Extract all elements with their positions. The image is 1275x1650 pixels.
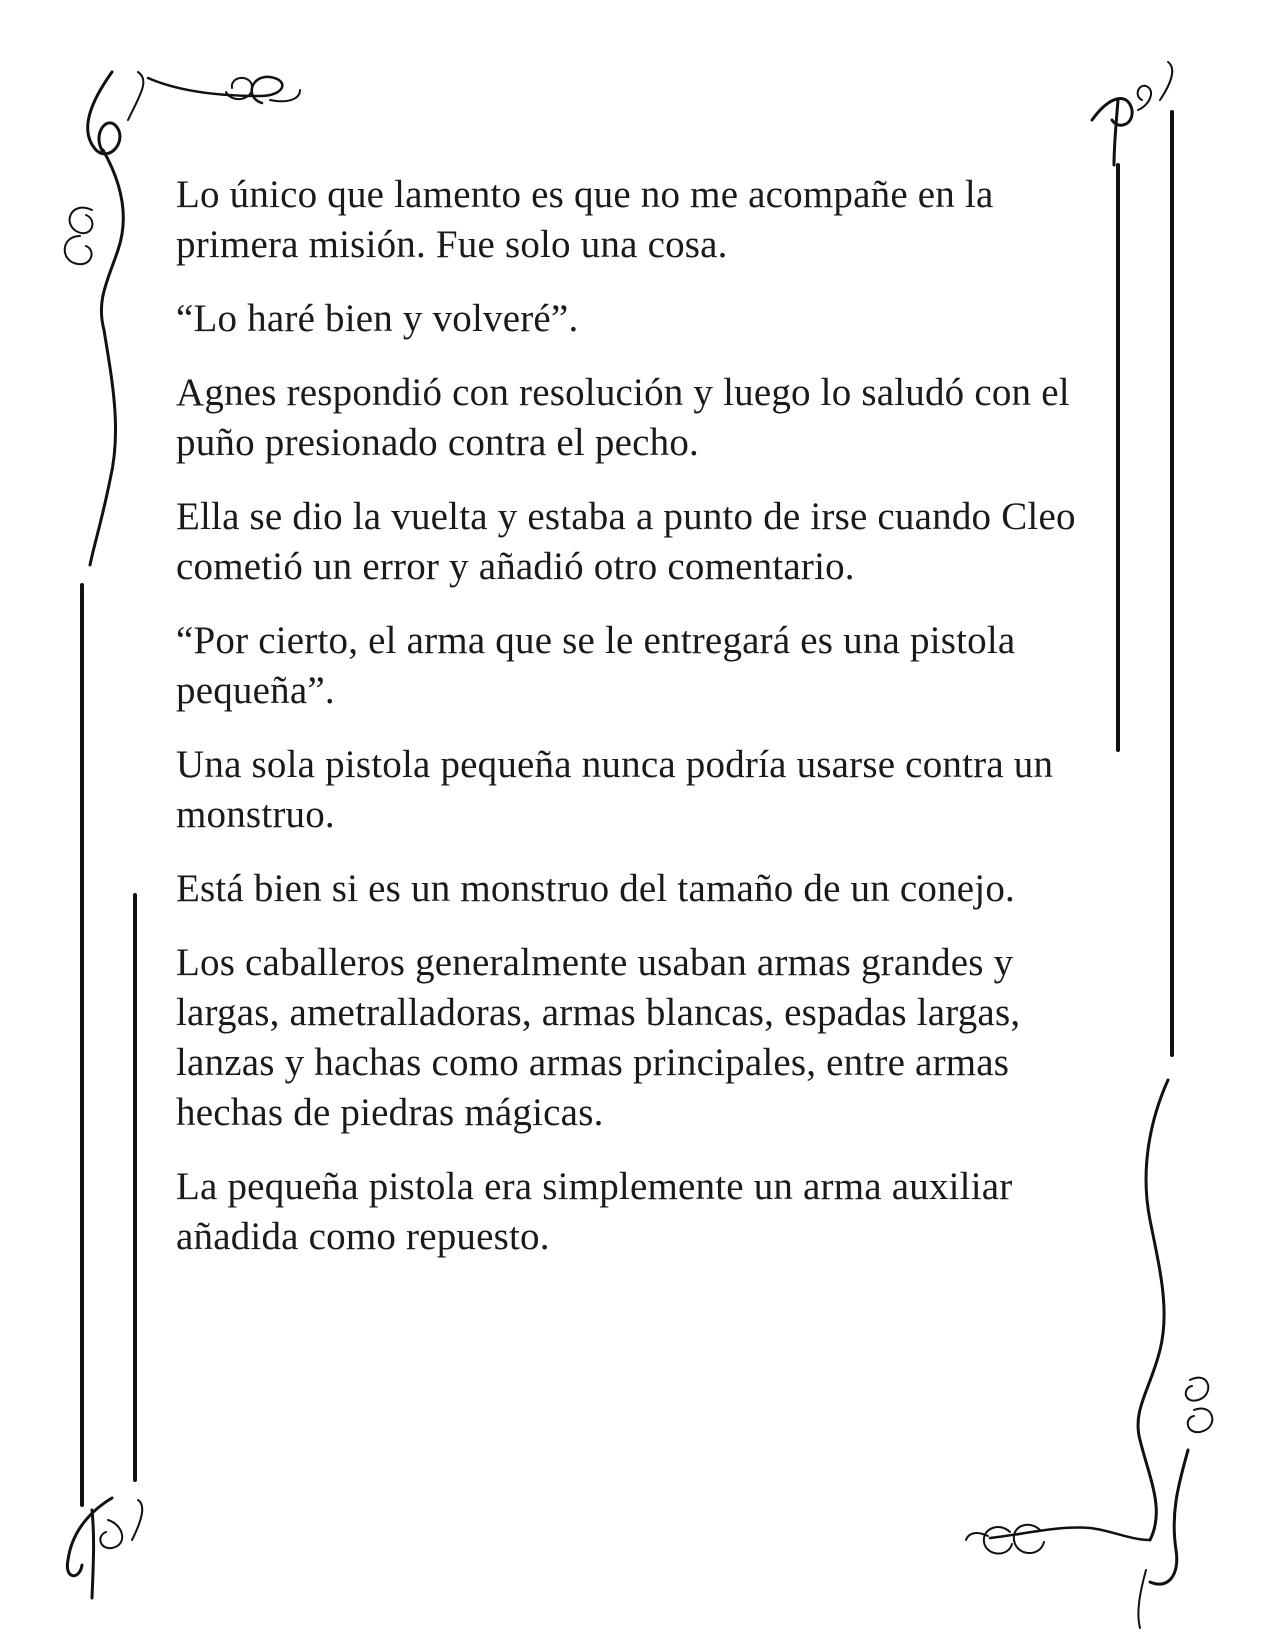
- paragraph: “Lo haré bien y volveré”.: [176, 297, 579, 340]
- paragraph: Está bien si es un monstruo del tamaño de un conejo.: [176, 867, 1015, 910]
- paragraph: Una sola pistola pequeña nunca podría usarse contra un monstruo.: [176, 743, 1054, 836]
- bottom-left-flourish: [67, 1498, 142, 1598]
- paragraph: Lo único que lamento es que no me acompañe en la primera misión. Fue solo una cosa.: [176, 173, 994, 266]
- paragraph: La pequeña pistola era simplemente un arma auxiliar añadida como repuesto.: [176, 1165, 1013, 1258]
- top-right-flourish: [1092, 62, 1172, 165]
- paragraph: Agnes respondió con resolución y luego lo saludó con el puño presionado contra el pecho.: [176, 371, 1070, 464]
- paragraph: Ella se dio la vuelta y estaba a punto de irse cuando Cleo cometió un error y añadió otro comentario.: [176, 495, 1076, 588]
- paragraph: “Por cierto, el arma que se le entregará es una pistola pequeña”.: [176, 619, 1016, 712]
- paragraph: Los caballeros generalmente usaban armas grandes y largas, ametralladoras, armas blancas, espadas largas, lanzas y hachas como armas principales, entre armas hechas de piedras mágicas.: [176, 941, 1021, 1134]
- page-text: [176, 170, 1096, 1286]
